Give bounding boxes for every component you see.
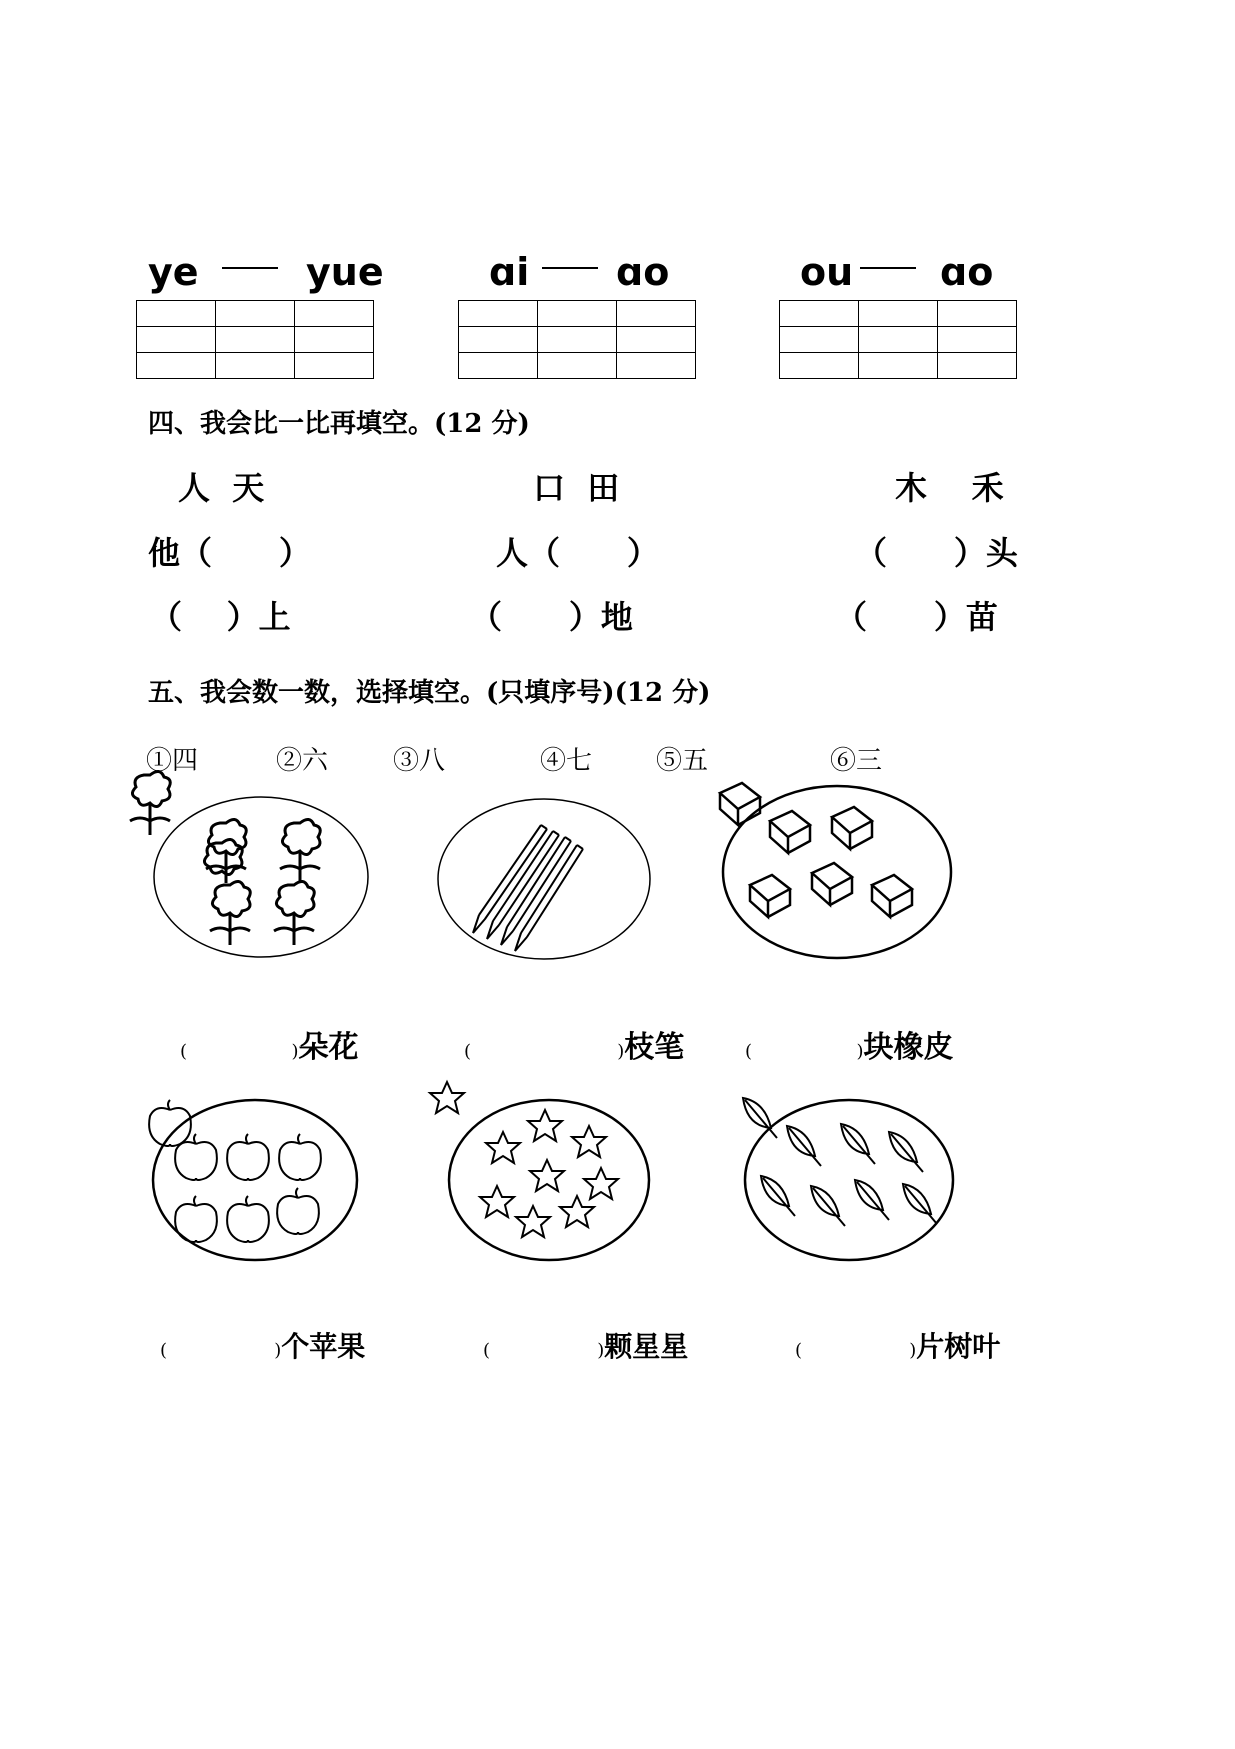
option-1: ①四 bbox=[146, 746, 199, 776]
writing-grid-1[interactable] bbox=[136, 300, 374, 379]
pinyin-right-3: ɑo bbox=[940, 250, 994, 294]
fill-blank-3b[interactable]: （ ）苗 bbox=[835, 598, 998, 636]
pinyin-left-2: ɑi bbox=[489, 250, 530, 294]
writing-grid-3[interactable] bbox=[779, 300, 1017, 379]
answer-apple[interactable]: ( )个苹果 bbox=[160, 1330, 366, 1363]
pinyin-right-2: ɑo bbox=[616, 250, 670, 294]
eraser-icon bbox=[720, 783, 955, 963]
dash-1 bbox=[222, 267, 278, 269]
dash-3 bbox=[860, 267, 916, 269]
dash-2 bbox=[542, 267, 598, 269]
pinyin-left-3: ou bbox=[800, 250, 854, 294]
star-icon bbox=[447, 1098, 652, 1263]
option-4: ④七 bbox=[540, 746, 593, 776]
option-6: ⑥三 bbox=[830, 746, 883, 776]
leaf-icon bbox=[743, 1098, 955, 1263]
option-3: ③八 bbox=[393, 746, 446, 776]
option-2: ②六 bbox=[276, 746, 329, 776]
pencil-icon bbox=[433, 797, 655, 962]
fill-blank-3a[interactable]: （ ）头 bbox=[855, 534, 1018, 572]
pinyin-right-1: yue bbox=[306, 250, 384, 294]
char-pair-3: 木 禾 bbox=[895, 469, 1004, 507]
section5-title: 五、我会数一数，选择填空。(只填序号)(12 分) bbox=[148, 678, 711, 708]
section4-title: 四、我会比一比再填空。(12 分) bbox=[148, 409, 530, 439]
apple-icon bbox=[150, 1098, 360, 1263]
flower-icon bbox=[150, 795, 372, 960]
answer-flower[interactable]: ( )朵花 bbox=[180, 1030, 359, 1065]
option-5: ⑤五 bbox=[656, 746, 709, 776]
answer-eraser[interactable]: ( )块橡皮 bbox=[745, 1030, 954, 1065]
fill-blank-1a[interactable]: 他（ ） bbox=[148, 534, 311, 572]
fill-blank-1b[interactable]: （ ）上 bbox=[150, 598, 291, 636]
writing-grid-2[interactable] bbox=[458, 300, 696, 379]
answer-leaf[interactable]: ( )片树叶 bbox=[795, 1330, 1001, 1363]
char-pair-1: 人 天 bbox=[178, 469, 265, 507]
answer-pencil[interactable]: ( )枝笔 bbox=[464, 1030, 685, 1065]
char-pair-2: 口 田 bbox=[533, 469, 620, 507]
answer-star[interactable]: ( )颗星星 bbox=[483, 1330, 689, 1363]
fill-blank-2b[interactable]: （ ）地 bbox=[470, 598, 633, 636]
fill-blank-2a[interactable]: 人（ ） bbox=[496, 534, 659, 572]
pinyin-left-1: ye bbox=[148, 250, 199, 294]
